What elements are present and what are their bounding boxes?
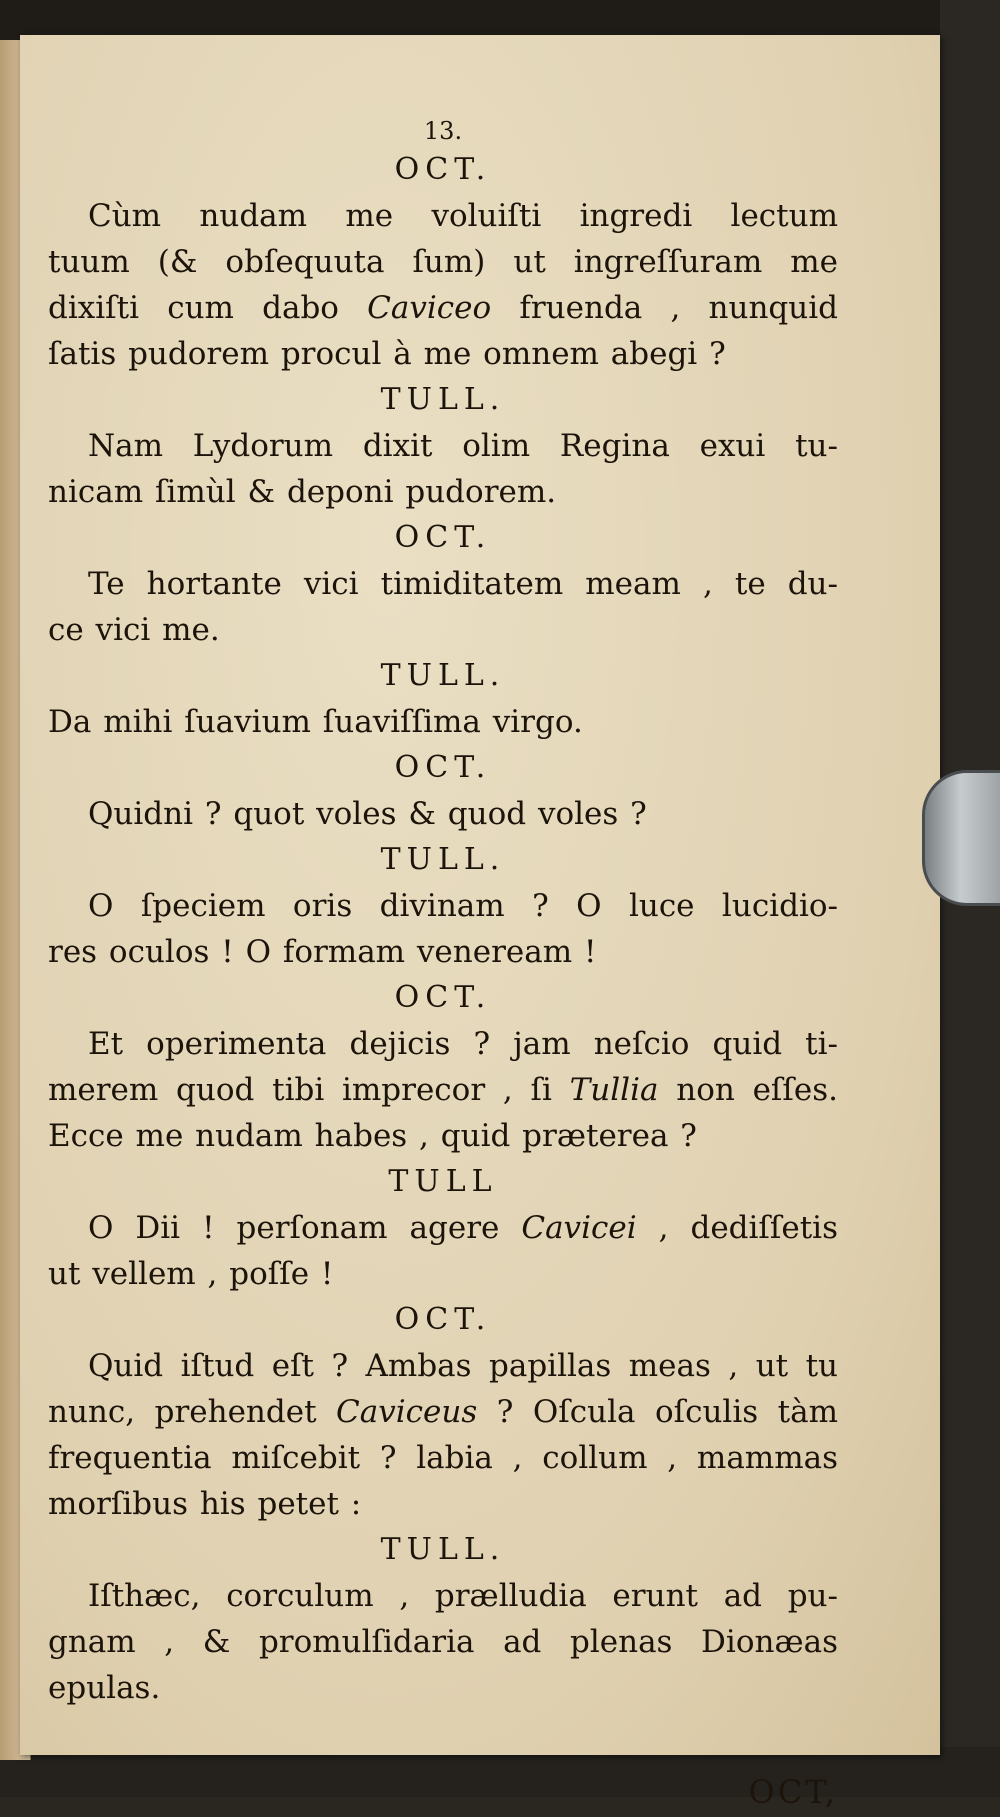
text-line: ſatis pudorem procul à me omnem abegi ? [48, 336, 726, 372]
text-line: res oculos ! O formam veneream ! [48, 934, 597, 970]
text-line: Quid iſtud eſt ? Ambas papillas meas , ut tu [88, 1348, 838, 1384]
dialogue-block [48, 515, 838, 653]
text-line: tuum (& obſequuta ſum) ut ingreſſuram me [48, 244, 838, 280]
text-line: Te hortante vici timiditatem meam , te du- [88, 566, 838, 602]
speaker-name: OCT. [394, 1302, 492, 1337]
page-text [48, 115, 838, 1817]
speaker-name: TULL. [380, 382, 506, 417]
text-line: nicam ſimùl & deponi pudorem. [48, 474, 557, 510]
text-line: morſibus his petet : [48, 1486, 362, 1522]
speaker-name: OCT. [394, 152, 492, 187]
text-line: Et operimenta dejicis ? jam neſcio quid ti- [88, 1026, 838, 1062]
page-clip [922, 770, 1000, 906]
dialogue-block [48, 1297, 838, 1527]
text-line: Ecce me nudam habes , quid præterea ? [48, 1118, 697, 1154]
text-line: Iſthæc, corculum , prælludia erunt ad pu- [88, 1578, 838, 1614]
speaker-name: TULL [388, 1164, 498, 1199]
dialogue-block [48, 975, 838, 1159]
text-line: epulas. [48, 1670, 161, 1706]
text-line: ce vici me. [48, 612, 220, 648]
text-line: frequentia miſcebit ? labia , collum , mammas [48, 1440, 838, 1476]
catchword: OCT, [748, 1773, 838, 1811]
text-line: nunc, prehendet Caviceus ? Oſcula oſculis tàm [48, 1394, 838, 1430]
dialogue-block [48, 147, 838, 377]
speaker-name: TULL. [380, 1532, 506, 1567]
text-line: Nam Lydorum dixit olim Regina exui tu- [88, 428, 838, 464]
text-line: merem quod tibi imprecor , ſi Tullia non eſſes. [48, 1072, 838, 1108]
dialogue-block [48, 1159, 838, 1297]
speaker-name: OCT. [394, 750, 492, 785]
speaker-name: TULL. [380, 842, 506, 877]
text-line: Da mihi ſuavium ſuaviſſima virgo. [48, 704, 583, 740]
text-line: O Dii ! perſonam agere Cavicei , dediſſetis [88, 1210, 838, 1246]
text-line: dixiſti cum dabo Caviceo fruenda , nunquid [48, 290, 838, 326]
dialogue-block [48, 377, 838, 515]
dialogue-block [48, 1527, 838, 1711]
text-line: gnam , & promulſidaria ad plenas Dionæas [48, 1624, 838, 1660]
text-line: Quidni ? quot voles & quod voles ? [88, 796, 647, 832]
speaker-name: OCT. [394, 980, 492, 1015]
dialogue-block [48, 653, 838, 745]
text-line: Cùm nudam me voluiſti ingredi lectum [88, 198, 838, 234]
book-page [20, 35, 940, 1811]
scan-background-top [0, 0, 1000, 40]
page-number: 13. [423, 117, 463, 145]
speaker-name: OCT. [394, 520, 492, 555]
text-line: O ſpeciem oris divinam ? O luce lucidio- [88, 888, 838, 924]
speaker-name: TULL. [380, 658, 506, 693]
dialogue-block [48, 837, 838, 975]
text-line: ut vellem , poſſe ! [48, 1256, 334, 1292]
dialogue-block [48, 745, 838, 837]
